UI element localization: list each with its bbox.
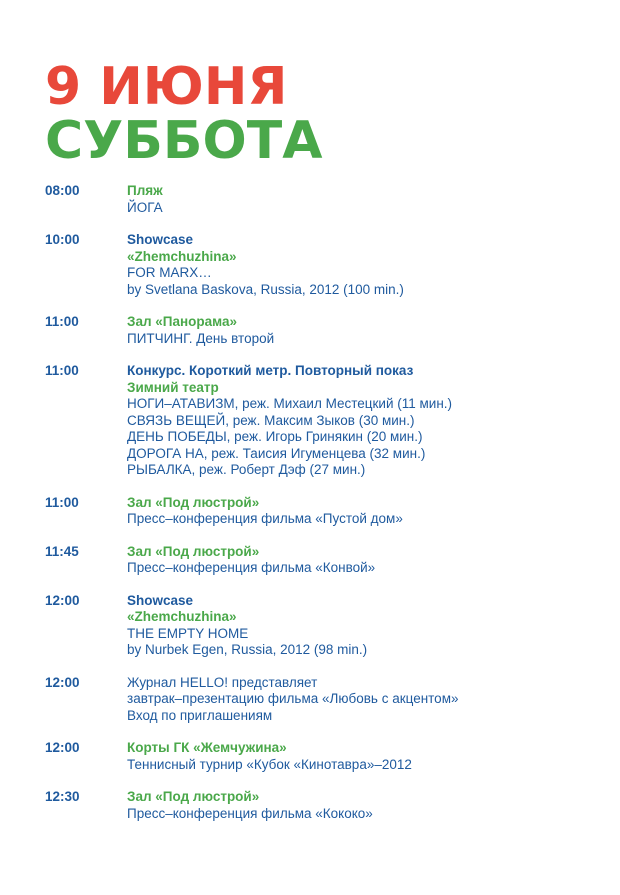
event-details	[127, 544, 605, 577]
event-text-line: by Svetlana Baskova, Russia, 2012 (100 min.)	[127, 281, 404, 297]
event-text-line: Вход по приглашениям	[127, 707, 273, 723]
event-text-line: ДЕНЬ ПОБЕДЫ, реж. Игорь Гринякин (20 мин.)	[127, 429, 423, 444]
event-text-line: ПИТЧИНГ. День второй	[127, 330, 275, 346]
event-time: 11:00	[45, 494, 79, 510]
schedule-event	[45, 232, 605, 298]
event-section-title: Конкурс. Короткий метр. Повторный показ	[127, 363, 414, 378]
event-section-title: Showcase	[127, 592, 194, 608]
event-time: 11:45	[45, 543, 79, 559]
schedule-event	[45, 789, 605, 822]
event-text-line: СВЯЗЬ ВЕЩЕЙ, реж. Максим Зыков (30 мин.)	[127, 412, 415, 428]
event-venue: Зимний театр	[127, 379, 219, 395]
schedule-event	[45, 183, 605, 216]
event-text-line: Журнал HELLO! представляет	[127, 674, 318, 690]
event-time: 11:00	[45, 363, 79, 378]
schedule-event	[45, 675, 605, 725]
event-time: 08:00	[45, 183, 80, 198]
event-text-line: ДОРОГА НА, реж. Таисия Игуменцева (32 мин.)	[127, 445, 426, 461]
weekday-title: СУББОТА	[45, 111, 323, 171]
event-time: 12:00	[45, 740, 80, 755]
event-venue: Зал «Под люстрой»	[127, 789, 260, 804]
event-details	[127, 675, 605, 725]
event-venue: Зал «Под люстрой»	[127, 494, 260, 510]
event-text-line: FOR MARX…	[127, 265, 212, 280]
event-details	[127, 593, 605, 659]
event-text-line: by Nurbek Egen, Russia, 2012 (98 min.)	[127, 642, 368, 657]
schedule-event	[45, 314, 605, 347]
event-text-line: Пресс–конференция фильма «Пустой дом»	[127, 511, 403, 526]
event-section-title: Showcase	[127, 232, 194, 247]
page-heading	[45, 57, 323, 171]
event-time: 11:00	[45, 314, 79, 329]
event-text-line: РЫБАЛКА, реж. Роберт Дэф (27 мин.)	[127, 462, 366, 477]
event-text-line: завтрак–презентацию фильма «Любовь с акцентом»	[127, 691, 459, 706]
event-venue: Корты ГК «Жемчужина»	[127, 740, 287, 755]
event-time: 12:30	[45, 789, 80, 804]
schedule-event	[45, 363, 605, 479]
event-text-line: Пресс–конференция фильма «Конвой»	[127, 560, 376, 575]
event-time: 12:00	[45, 674, 80, 690]
schedule-event	[45, 495, 605, 528]
event-details	[127, 183, 605, 216]
event-details	[127, 495, 605, 528]
date-title: 9 ИЮНЯ	[45, 57, 288, 117]
event-details	[127, 789, 605, 822]
schedule-list	[45, 183, 605, 822]
event-venue: Зал «Под люстрой»	[127, 543, 260, 559]
event-text-line: ЙОГА	[127, 199, 163, 215]
event-details	[127, 363, 605, 479]
event-time: 10:00	[45, 232, 80, 247]
event-text-line: Теннисный турнир «Кубок «Кинотавра»–2012	[127, 756, 412, 772]
event-time: 12:00	[45, 592, 80, 608]
schedule-event	[45, 544, 605, 577]
event-text-line: Пресс–конференция фильма «Кококо»	[127, 805, 373, 821]
event-venue: Зал «Панорама»	[127, 314, 237, 329]
event-details	[127, 232, 605, 298]
event-details	[127, 740, 605, 773]
event-text-line: THE EMPTY HOME	[127, 625, 249, 641]
event-venue: «Zhemchuzhina»	[127, 609, 237, 624]
event-venue: «Zhemchuzhina»	[127, 248, 237, 264]
event-venue: Пляж	[127, 183, 163, 198]
schedule-event	[45, 593, 605, 659]
event-details	[127, 314, 605, 347]
schedule-event	[45, 740, 605, 773]
event-text-line: НОГИ–АТАВИЗМ, реж. Михаил Местецкий (11 мин.)	[127, 396, 453, 411]
